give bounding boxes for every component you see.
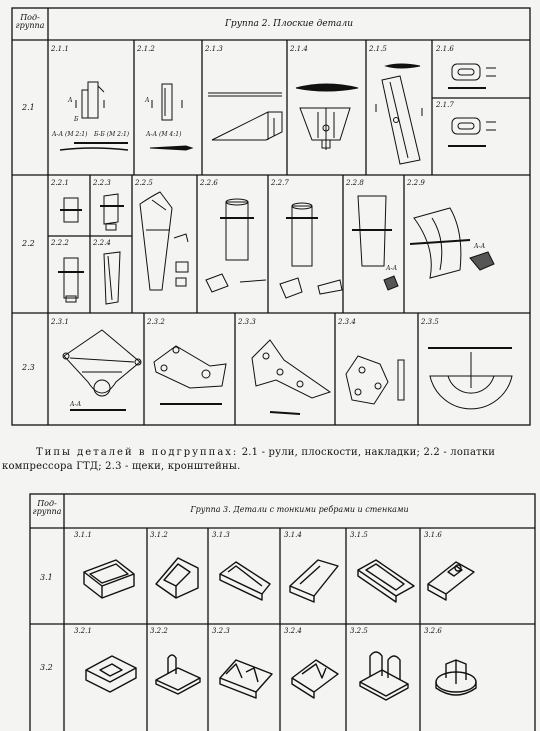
row-label-2-3: 2.3 [22,363,35,372]
cell-code-3-2-6: 3.2.6 [424,627,442,635]
caption-line-1 [0,446,540,460]
marker-a-2-1-1: А [68,97,73,104]
marker-aa-2-2-9: А-А [474,243,486,250]
cell-code-3-1-6: 3.1.6 [424,531,442,539]
part-drawing-3-2-5 [360,652,408,700]
part-drawing-2-3-5 [428,348,512,409]
cell-code-2-1-4: 2.1.4 [290,45,308,53]
section-label-a-a-m41: А-А (М 4:1) [146,131,182,138]
table-group-3 [0,488,540,731]
subgroup-header-3-text: Под-группа [32,499,62,516]
row-label-3-1: 3.1 [40,573,53,582]
part-drawing-3-2-6 [436,660,476,695]
cell-code-3-2-3: 3.2.3 [212,627,230,635]
group-2-title-text: Группа 2. Плоские детали [224,19,354,29]
row-label-2-1: 2.1 [22,103,35,112]
cell-code-2-3-2: 2.3.2 [147,318,165,326]
row-label-3-2: 3.2 [40,663,53,672]
cell-code-3-1-4: 3.1.4 [284,531,302,539]
part-drawing-3-1-6 [428,562,474,600]
caption-lead: Типы деталей в подгруппах: [36,447,239,458]
cell-code-2-2-1: 2.2.1 [51,179,69,187]
caption [0,446,540,474]
cell-code-3-1-3: 3.1.3 [212,531,230,539]
cell-code-2-2-4: 2.2.4 [93,239,111,247]
marker-b-2-1-1: Б [74,116,79,123]
part-drawing-2-3-4 [346,356,404,404]
cell-code-2-2-5: 2.2.5 [135,179,153,187]
cell-code-2-1-7: 2.1.7 [436,101,454,109]
subgroup-header-text: Под-группа [15,13,45,30]
cell-code-2-3-5: 2.3.5 [421,318,439,326]
cell-code-3-1-5: 3.1.5 [350,531,368,539]
cell-code-2-1-6: 2.1.6 [436,45,454,53]
cell-code-2-2-6: 2.2.6 [200,179,218,187]
cell-code-2-2-3: 2.2.3 [93,179,111,187]
part-drawing-2-3-2 [154,346,226,404]
section-label-b-b-m21: Б-Б (М 2:1) [94,131,130,138]
part-drawing-3-2-4 [292,660,338,698]
cell-code-2-2-7: 2.2.7 [271,179,289,187]
cell-code-3-2-5: 3.2.5 [350,627,368,635]
cell-code-2-3-1: 2.3.1 [51,318,69,326]
cell-code-2-2-9: 2.2.9 [407,179,425,187]
group-3-title-text: Группа 3. Детали с тонкими ребрами и стенками [190,505,409,514]
cell-code-2-2-8: 2.2.8 [346,179,364,187]
cell-code-2-1-1: 2.1.1 [51,45,69,53]
cell-code-2-1-3: 2.1.3 [205,45,223,53]
part-drawing-3-2-2 [156,655,200,694]
cell-code-2-1-5: 2.1.5 [369,45,387,53]
drawings-group-3 [0,488,540,731]
caption-line-2: компрессора ГТД; 2.3 - щеки, кронштейны. [2,461,241,472]
section-label-a-a-m21: А-А (М 2:1) [52,131,88,138]
marker-aa-2-3-1: А-А [70,401,82,408]
part-drawing-3-1-3 [220,562,270,600]
cell-code-3-2-1: 3.2.1 [74,627,92,635]
caption-text-1: 2.1 - рули, плоскости, накладки; 2.2 - лопатки [238,447,496,458]
cell-code-3-2-4: 3.2.4 [284,627,302,635]
cell-code-2-2-2: 2.2.2 [51,239,69,247]
marker-a-2-1-2: А [145,97,150,104]
part-drawing-3-1-1 [84,560,134,598]
part-drawing-3-2-1 [86,656,136,692]
part-drawing-3-1-4 [290,560,338,602]
cell-code-3-1-2: 3.1.2 [150,531,168,539]
cell-code-2-3-4: 2.3.4 [338,318,356,326]
part-drawing-3-1-2 [156,558,198,598]
cell-code-3-2-2: 3.2.2 [150,627,168,635]
part-drawing-3-2-3 [220,660,272,698]
cell-code-3-1-1: 3.1.1 [74,531,92,539]
cell-code-2-1-2: 2.1.2 [137,45,155,53]
part-drawing-3-1-5 [358,560,414,602]
marker-aa-2-2-8: А-А [386,265,398,272]
part-drawing-2-3-3 [252,340,330,414]
cell-code-2-3-3: 2.3.3 [238,318,256,326]
row-label-2-2: 2.2 [22,239,35,248]
part-drawing-2-3-1 [63,330,141,410]
